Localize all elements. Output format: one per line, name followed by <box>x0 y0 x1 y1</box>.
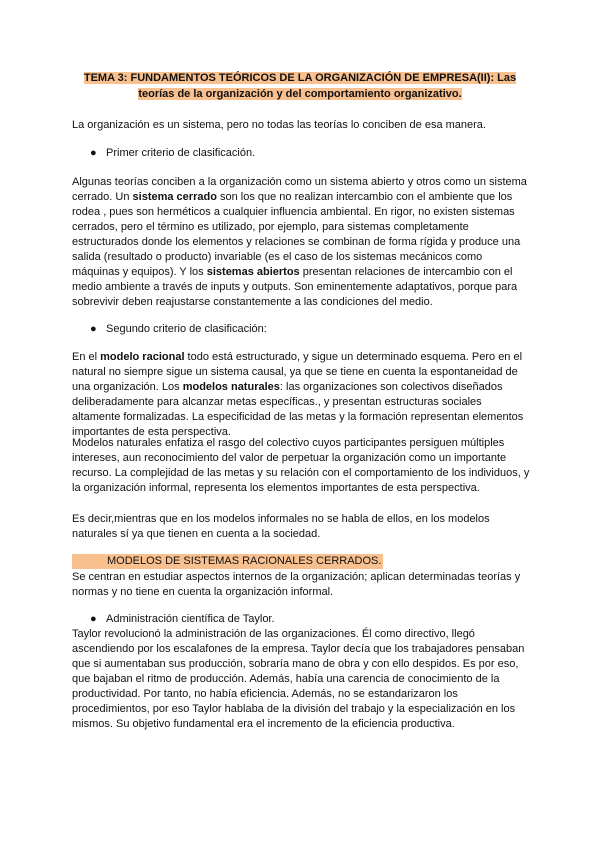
models-paragraph <box>72 350 532 440</box>
natural-models-paragraph: Modelos naturales enfatiza el rasgo del colectivo cuyos participantes persiguen múltiples intereses, aun reconocimiento del valor de perpetuar la organización como un importante recurso. La complejidad de las metas y su relación con el comportamiento de los individuos, y la organización informal, representa los elementos importantes de esta perspectiva. <box>72 437 530 494</box>
criterion-2-item <box>90 322 267 337</box>
taylor-item <box>90 612 275 627</box>
systems-text-e: presentan relaciones de intercambio con el medio ambiente a través de inputs y outputs. Son eminentemente adaptativos, porque para sobrevivir deben reajustarse constantemente a las condiciones del medio. <box>72 266 518 308</box>
systems-text-c: son los que no realizan intercambio con el ambiente que los rodea , pues son herméticos a cualquier influencia ambiental. En rigor, no existen sistemas cerrados, pero el término es utilizado, por ejemplo, para sistemas completamente estructurados donde los elementos y relaciones se combinan de forma rígida y produce una salida (resultado o producto) invariable (es el caso de los sistemas mecánicos como máquinas y equipos). Y los <box>72 191 521 278</box>
bullet-icon: ● <box>90 323 97 335</box>
criterion-2-text: Segundo criterio de clasificación: <box>106 323 267 335</box>
title-line-1: TEMA 3: FUNDAMENTOS TEÓRICOS DE LA ORGANIZACIÓN DE EMPRESA(II): Las <box>83 72 517 84</box>
systems-paragraph <box>72 175 532 310</box>
summary-paragraph: Es decir,mientras que en los modelos informales no se habla de ellos, en los modelos naturales sí ya que tienen en cuenta a la sociedad. <box>72 513 490 540</box>
criterion-1-text: Primer criterio de clasificación. <box>106 147 256 159</box>
closed-system-term: sistema cerrado <box>132 191 217 203</box>
systems-text-a: Algunas teorías conciben a la organización como un sistema abierto y otros como un sistema cerrado. Un <box>72 176 527 203</box>
models-text-a: En el <box>72 351 101 363</box>
page-title <box>72 70 528 102</box>
rational-model-term: modelo racional <box>100 351 185 363</box>
natural-models-term: modelos naturales <box>182 381 280 393</box>
title-line-2: teorías de la organización y del comportamiento organizativo. <box>138 88 462 100</box>
bullet-icon: ● <box>90 147 97 159</box>
section-heading: MODELOS DE SISTEMAS RACIONALES CERRADOS. <box>72 554 383 569</box>
intro-paragraph: La organización es un sistema, pero no todas las teorías lo conciben de esa manera. <box>72 119 486 131</box>
bullet-icon: ● <box>90 613 97 625</box>
taylor-bullet-text: Administración científica de Taylor. <box>106 613 275 625</box>
models-text-e: : las organizaciones son colectivos diseñados deliberadamente para alcanzar metas específicas., y presentan estructuras sociales altamente formalizadas. La especificidad de las metas y la formación representan elementos importantes de esta perspectiva. <box>72 381 524 438</box>
taylor-paragraph: Taylor revolucionó la administración de las organizaciones. Él como directivo, llegó ascendiendo por los escalafones de la empresa. Taylor decía que los trabajadores pensaban que si aumentaban sus producción, sobraría mano de obra y con ello despidos. Es por eso, que bajaban el ritmo de producción. Además, había una carencia de conocimiento de la productividad. Por tanto, no había eficiencia. Además, no se estandarizaron los procedimientos, por eso Taylor hablaba de la división del trabajo y la especialización en los mismos. Su objetivo fundamental era el incremento de la eficiencia productiva. <box>72 628 525 730</box>
models-text-c: todo está estructurado, y sigue un determinado esquema. Pero en el natural no siempre sigue un sistema causal, ya que se tiene en cuenta la espontaneidad de una organización. Los <box>72 351 523 393</box>
criterion-1-item <box>90 146 255 161</box>
open-system-term: sistemas abiertos <box>206 266 300 278</box>
closed-rational-paragraph: Se centran en estudiar aspectos internos de la organización; aplican determinadas teorías y normas y no tiene en cuenta la organización informal. <box>72 571 521 598</box>
